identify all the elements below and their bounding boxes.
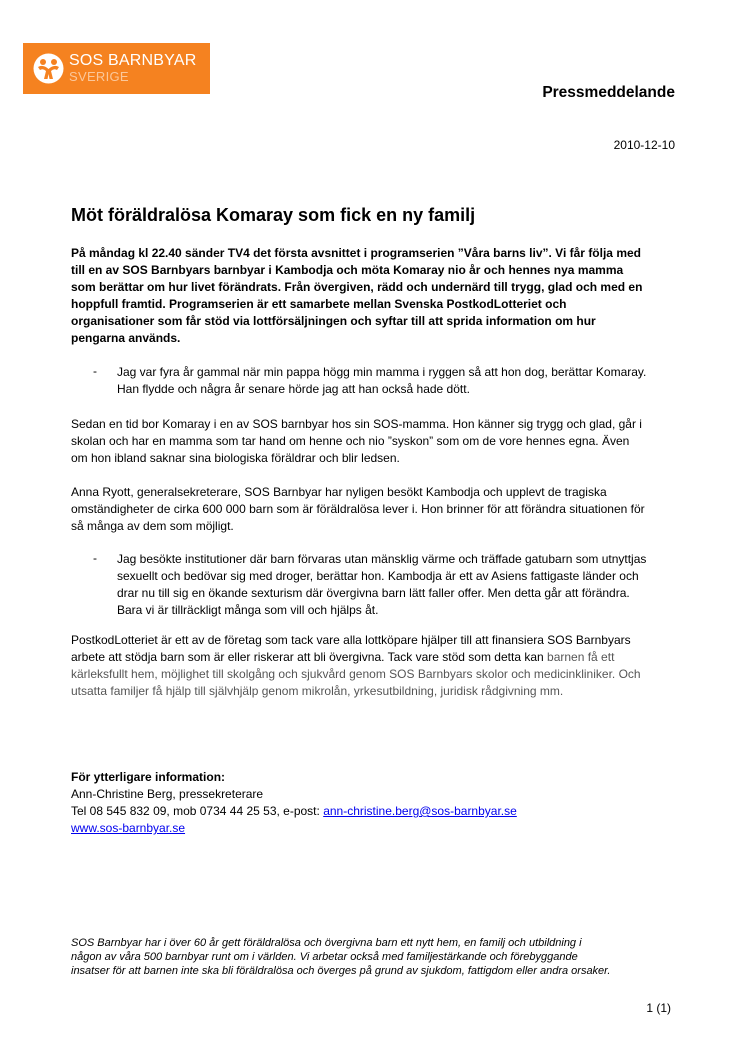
page-number: 1 (1) (646, 1001, 671, 1015)
paragraph-line: Sedan en tid bor Komaray i en av SOS barnbyar hos sin SOS-mamma. Hon känner sig trygg och glad, går i (71, 417, 642, 431)
quote-komaray (117, 364, 677, 398)
footer-line: någon av våra 500 barnbyar runt om i världen. Vi arbetar också med familjestärkande och förebyggande (71, 951, 578, 963)
footer-about (71, 936, 681, 978)
paragraph-line: Anna Ryott, generalsekreterare, SOS Barnbyar har nyligen besökt Kambodja och upplevt de tragiska (71, 485, 607, 499)
quote-line: Jag var fyra år gammal när min pappa högg min mamma i ryggen så att hon dog, berättar Komaray. (117, 365, 647, 379)
intro-paragraph (71, 245, 676, 347)
paragraph-line: skolan och har en mamma som tar hand om henne och nio ”syskon” som om de vore hennes egna. Även (71, 434, 630, 448)
contact-email-link[interactable]: ann-christine.berg@sos-barnbyar.se (323, 804, 517, 818)
quote-line: sexuellt och bedövar sig med droger, berättar hon. Kambodja är ett av Asiens fattigaste länder och (117, 569, 639, 583)
paragraph-line: så många av dem som möjligt. (71, 519, 234, 533)
paragraph-line: omständigheter de cirka 600 000 barn som är föräldralösa lever i. Hon brinner för att förändra situationen för (71, 502, 645, 516)
intro-line: organisationer som får stöd via lottförsäljningen och syftar till att sprida information om hur (71, 314, 596, 328)
intro-line: pengarna används. (71, 331, 181, 345)
intro-line: hoppfull framtid. Programserien är ett samarbete mellan Svenska PostkodLotteriet och (71, 297, 567, 311)
contact-name: Ann-Christine Berg, pressekreterare (71, 787, 264, 801)
contact-phones (71, 803, 676, 820)
children-logo-icon (32, 52, 65, 85)
quote-line: Jag besökte institutioner där barn förvaras utan mänsklig värme och träffade gatubarn som utnyttjas (117, 552, 647, 566)
website-link[interactable]: www.sos-barnbyar.se (71, 821, 186, 835)
paragraph-text-gray: barnen få ett (547, 650, 615, 664)
contact-phone-text: Tel 08 545 832 09, mob 0734 44 25 53, e-post: (71, 804, 324, 818)
paragraph-anna-ryott (71, 484, 676, 535)
paragraph-line: utsatta familjer få hjälp till självhjälp genom mikrolån, yrkesutbildning, juridisk rådgivning mm. (71, 684, 564, 698)
quote-line: Bara vi är tillräckligt många som vill och hjälps åt. (117, 603, 379, 617)
contact-heading: För ytterligare information: (71, 770, 226, 784)
document-date: 2010-12-10 (613, 138, 675, 152)
intro-line: På måndag kl 22.40 sänder TV4 det första avsnittet i programserien ”Våra barns liv”. Vi får följa med (71, 246, 641, 260)
quote-dash: - (93, 551, 97, 565)
sos-barnbyar-logo (23, 43, 210, 94)
footer-line: SOS Barnbyar har i över 60 år gett föräldralösa och övergivna barn ett nytt hem, en familj och utbildning i (71, 937, 582, 949)
logo-name-line2: SVERIGE (69, 69, 129, 84)
paragraph-text: arbete att stödja barn som är eller riskerar att bli övergivna. Tack vare stöd som detta kan (71, 650, 548, 664)
page-title: Möt föräldralösa Komaray som fick en ny familj (71, 205, 476, 225)
intro-line: som berättar om hur livet förändrats. Från övergiven, rädd och undernärd till trygg, glad och med en (71, 280, 643, 294)
quote-line: Han flydde och några år senare hörde jag att han också hade dött. (117, 382, 470, 396)
footer-line: insatser för att barnen inte ska bli föräldralösa och överges på grund av sjukdom, fattigdom eller andra orsaker. (71, 965, 611, 977)
paragraph-postkodlotteriet (71, 632, 676, 700)
paragraph-komaray-home (71, 416, 676, 467)
contact-block (71, 769, 676, 837)
quote-line: drar nu till sig en ökande sexturism där övergivna barn lätt faller offer. Men detta går att förändra. (117, 586, 630, 600)
paragraph-line (71, 649, 676, 666)
quote-dash: - (93, 364, 97, 378)
quote-anna (117, 551, 677, 619)
paragraph-line: kärleksfullt hem, möjlighet till skolgång och sjukvård genom SOS Barnbyars skolor och medicinkliniker. Och (71, 667, 641, 681)
paragraph-line: PostkodLotteriet är ett av de företag som tack vare alla lottköpare hjälper till att finansiera SOS Barnbyars (71, 633, 631, 647)
paragraph-line: om hon ibland saknar sina biologiska föräldrar och blir ledsen. (71, 451, 400, 465)
logo-name-line1: SOS BARNBYAR (69, 52, 197, 69)
document-type: Pressmeddelande (542, 84, 675, 101)
intro-line: till en av SOS Barnbyars barnbyar i Kambodja och möta Komaray nio år och hennes nya mamma (71, 263, 624, 277)
